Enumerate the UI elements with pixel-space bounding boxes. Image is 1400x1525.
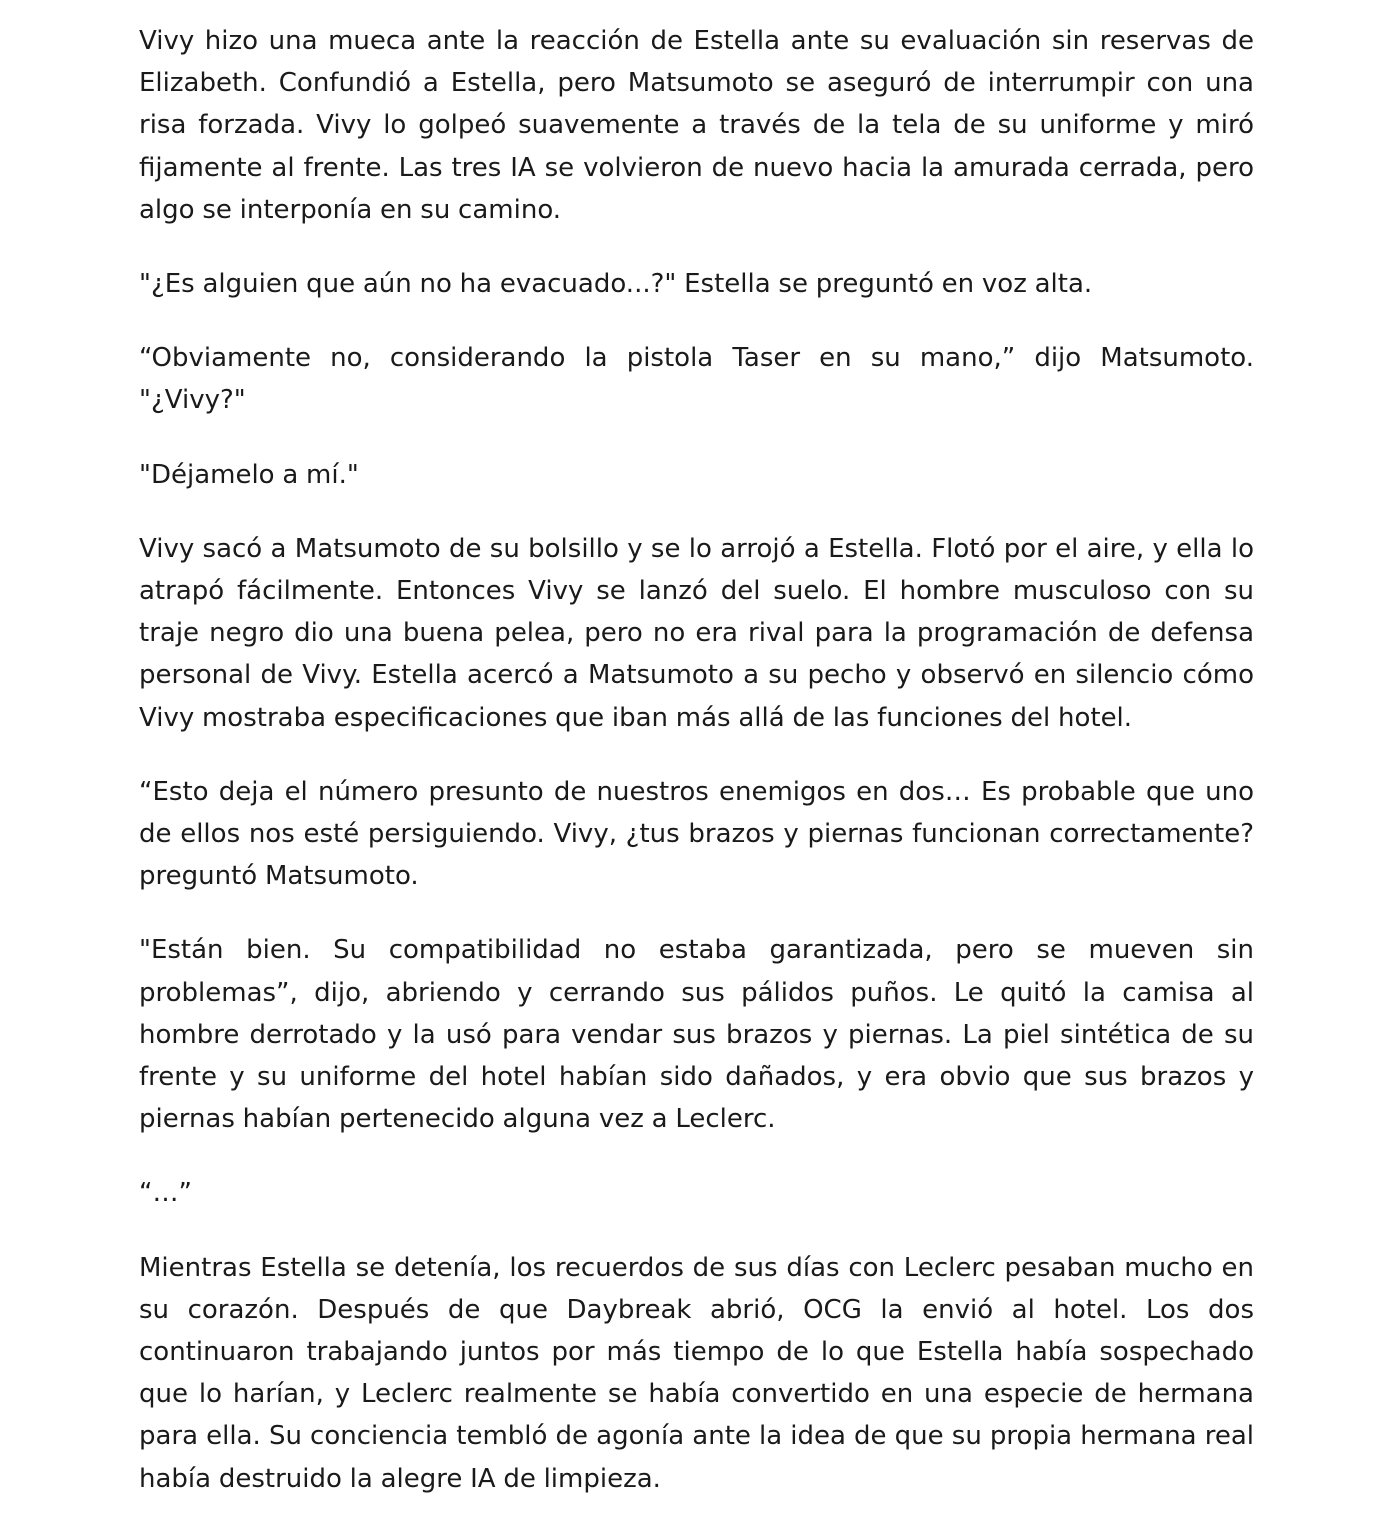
- paragraph-7: "Están bien. Su compatibilidad no estaba garantizada, pero se mueven sin problemas”, dijo, abriendo y cerrando sus pálidos puños. Le quitó la camisa al hombre derrotado y la usó para vendar sus brazos y piernas. La piel sintética de su frente y su uniforme del hotel habían sido dañados, y era obvio que sus brazos y piernas habían pertenecido alguna vez a Leclerc.: [139, 935, 1254, 1135]
- document-page: [139, 20, 1254, 1500]
- paragraph-6: “Esto deja el número presunto de nuestros enemigos en dos… Es probable que uno de ellos nos esté persiguiendo. Vivy, ¿tus brazos y piernas funcionan correctamente? preguntó Matsumoto.: [139, 776, 1254, 892]
- paragraph-9: Mientras Estella se detenía, los recuerdos de sus días con Leclerc pesaban mucho en su corazón. Después de que Daybreak abrió, OCG la envió al hotel. Los dos continuaron trabajando juntos por más tiempo de lo que Estella había sospechado que lo harían, y Leclerc realmente se había convertido en una especie de hermana para ella. Su conciencia tembló de agonía ante la idea de que su propia hermana real había destruido la alegre IA de limpieza.: [139, 1252, 1254, 1494]
- paragraph-1: Vivy hizo una mueca ante la reacción de Estella ante su evaluación sin reservas de Elizabeth. Confundió a Estella, pero Matsumoto se aseguró de interrumpir con una risa forzada. Vivy lo golpeó suavemente a través de la tela de su uniforme y miró fijamente al frente. Las tres IA se volvieron de nuevo hacia la amurada cerrada, pero algo se interponía en su camino.: [139, 26, 1254, 225]
- paragraph-3: “Obviamente no, considerando la pistola Taser en su mano,” dijo Matsumoto. "¿Vivy?": [139, 343, 1254, 416]
- paragraph-5: Vivy sacó a Matsumoto de su bolsillo y se lo arrojó a Estella. Flotó por el aire, y ella lo atrapó fácilmente. Entonces Vivy se lanzó del suelo. El hombre musculoso con su traje negro dio una buena pelea, pero no era rival para la programación de defensa personal de Vivy. Estella acercó a Matsumoto a su pecho y observó en silencio cómo Vivy mostraba especificaciones que iban más allá de las funciones del hotel.: [139, 533, 1254, 733]
- paragraph-4: "Déjamelo a mí.": [139, 459, 359, 490]
- paragraph-8: “…”: [139, 1178, 192, 1209]
- paragraph-2: "¿Es alguien que aún no ha evacuado...?" Estella se preguntó en voz alta.: [139, 269, 1093, 300]
